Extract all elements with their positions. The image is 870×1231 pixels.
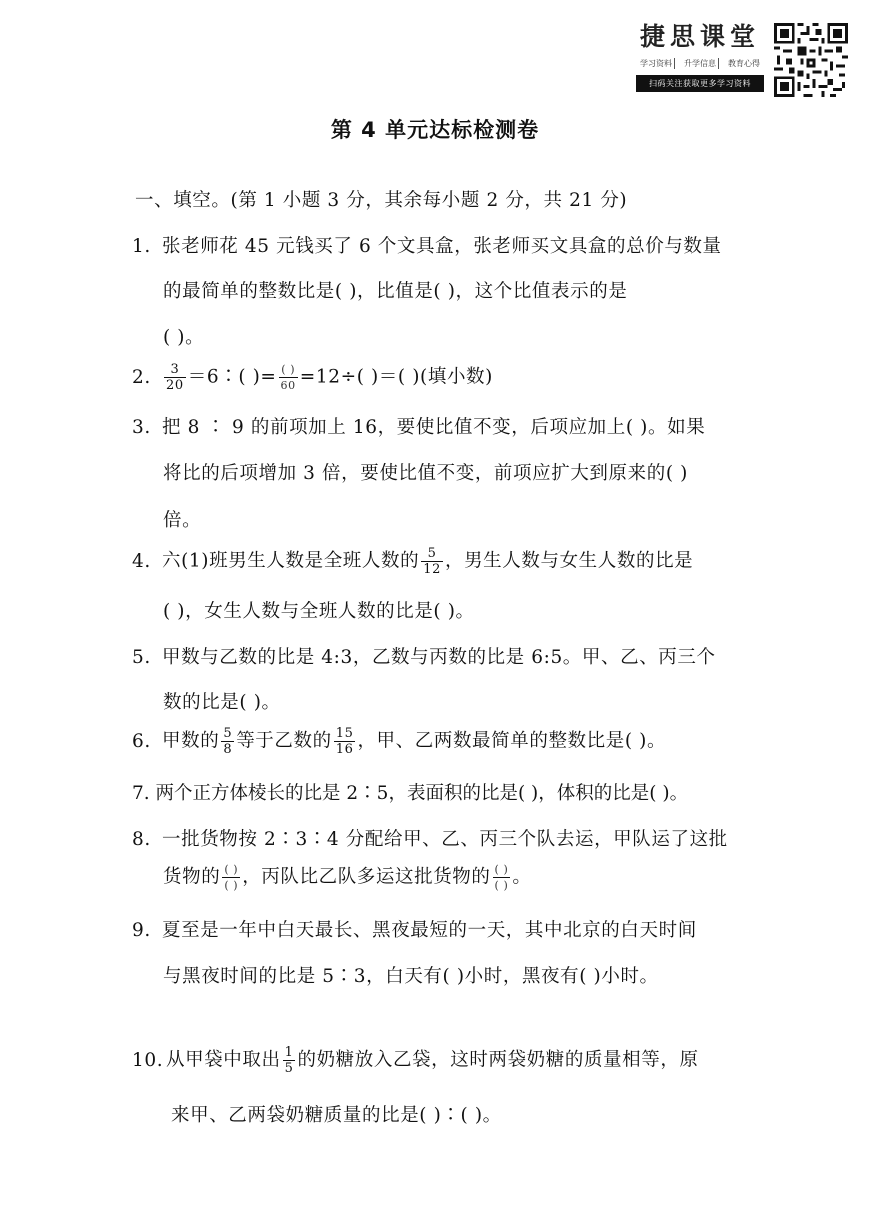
brand-tags (636, 58, 764, 69)
fraction-denominator: 16 (335, 742, 354, 757)
fraction-denominator: 20 (166, 378, 184, 393)
question-3-line-2: 将比的后项增加 3 倍，要使比值不变，前项应扩大到原来的( ) (163, 463, 688, 484)
question-text: 从甲袋中取出 (166, 1049, 281, 1071)
page-title: 第 4 单元达标检测卷 (330, 118, 540, 142)
question-text: 甲数的 (162, 730, 220, 752)
fraction (221, 726, 234, 757)
fraction-numerator: 15 (335, 726, 354, 741)
question-text: 一批货物按 2∶3∶4 分配给甲、乙、丙三个队去运，甲队运了这批 (162, 829, 728, 850)
fraction (164, 362, 186, 393)
brand-logo (636, 22, 764, 92)
question-9-line-2: 与黑夜时间的比是 5∶3，白天有( )小时，黑夜有( )小时。 (163, 966, 659, 987)
question-2 (132, 362, 493, 393)
question-text: =12÷( )＝( )(填小数) (299, 366, 493, 388)
question-text: 张老师花 45 元钱买了 6 个文具盒，张老师买文具盒的总价与数量 (162, 236, 722, 257)
question-number: 4. (132, 550, 151, 572)
question-number: 9. (132, 920, 151, 941)
question-1-line-3: ( )。 (163, 327, 205, 348)
fraction-numerator: 1 (284, 1045, 294, 1060)
question-10-line-1 (132, 1045, 699, 1076)
question-number: 8. (132, 829, 151, 850)
brand-tag: 学习资料 (638, 58, 675, 69)
question-5-line-1 (132, 643, 716, 669)
question-number: 5. (132, 647, 151, 668)
question-9-line-1 (132, 916, 697, 942)
question-text: 六(1)班男生人数是全班人数的 (162, 550, 420, 572)
question-text: 的奶糖放入乙袋，这时两袋奶糖的质量相等，原 (297, 1049, 699, 1071)
question-3-line-1 (132, 413, 705, 439)
question-4-line-1 (132, 546, 693, 577)
fraction-numerator: ( ) (224, 863, 239, 876)
fraction (421, 546, 443, 577)
brand-name: 捷思课堂 (639, 22, 760, 51)
fraction-denominator: ( ) (224, 879, 239, 892)
fraction-numerator: 5 (421, 546, 443, 562)
question-text: ，甲、乙两数最简单的整数比是( )。 (357, 730, 667, 752)
brand-tag: 教育心得 (728, 59, 760, 68)
fraction-numerator: ( ) (494, 863, 509, 876)
question-8-line-1 (132, 825, 728, 851)
question-text: 夏至是一年中白天最长、黑夜最短的一天，其中北京的白天时间 (162, 920, 697, 941)
fraction-denominator: 8 (223, 742, 233, 757)
question-text: 货物的 (163, 866, 221, 888)
question-7: 7. 两个正方体棱长的比是 2∶5，表面积的比是( )，体积的比是( )。 (132, 783, 689, 804)
brand-tag: 升学信息 (682, 58, 719, 69)
brand-bar: 扫码关注获取更多学习资料 (636, 75, 764, 92)
section-heading: 一、填空。(第 1 小题 3 分，其余每小题 2 分，共 21 分) (135, 190, 628, 211)
question-text: 把 8 ∶ 9 的前项加上 16，要使比值不变，后项应加上( )。如果 (162, 417, 706, 438)
question-text: ＝6∶( )= (187, 366, 277, 388)
question-number: 3. (132, 417, 151, 438)
fraction-numerator: 5 (223, 726, 233, 741)
qr-code-icon (774, 23, 848, 97)
question-text: 。 (512, 866, 532, 888)
fraction-blank[interactable] (222, 862, 240, 893)
question-number: 10. (132, 1049, 164, 1071)
fraction-blank[interactable] (493, 862, 511, 893)
fraction (334, 726, 356, 757)
fraction-numerator: 3 (164, 362, 186, 378)
question-number: 2. (132, 366, 151, 388)
fraction-denominator: 5 (284, 1061, 294, 1076)
fraction (283, 1045, 296, 1076)
question-10-line-2: 来甲、乙两袋奶糖质量的比是( )∶( )。 (171, 1105, 502, 1126)
question-number: 6. (132, 730, 151, 752)
question-4-line-2: ( )，女生人数与全班人数的比是( )。 (163, 601, 475, 622)
question-number: 1. (132, 236, 151, 257)
question-1-line-1 (132, 232, 722, 258)
fraction-denominator: 12 (423, 562, 441, 577)
fraction-denominator: ( ) (494, 879, 509, 892)
question-text: 甲数与乙数的比是 4:3，乙数与丙数的比是 6:5。甲、乙、丙三个 (162, 647, 716, 668)
question-text: ，男生人数与女生人数的比是 (444, 550, 694, 572)
question-3-line-3: 倍。 (163, 510, 202, 531)
question-5-line-2: 数的比是( )。 (163, 692, 281, 713)
fraction-blank[interactable] (279, 362, 298, 393)
question-1-line-2: 的最简单的整数比是( )，比值是( )，这个比值表示的是 (163, 281, 628, 302)
question-text: 等于乙数的 (236, 730, 332, 752)
question-text: ，丙队比乙队多运这批货物的 (242, 866, 491, 888)
question-6 (132, 726, 666, 757)
fraction-denominator: 60 (280, 379, 296, 392)
question-8-line-2 (163, 862, 532, 893)
fraction-numerator: ( ) (279, 362, 298, 378)
